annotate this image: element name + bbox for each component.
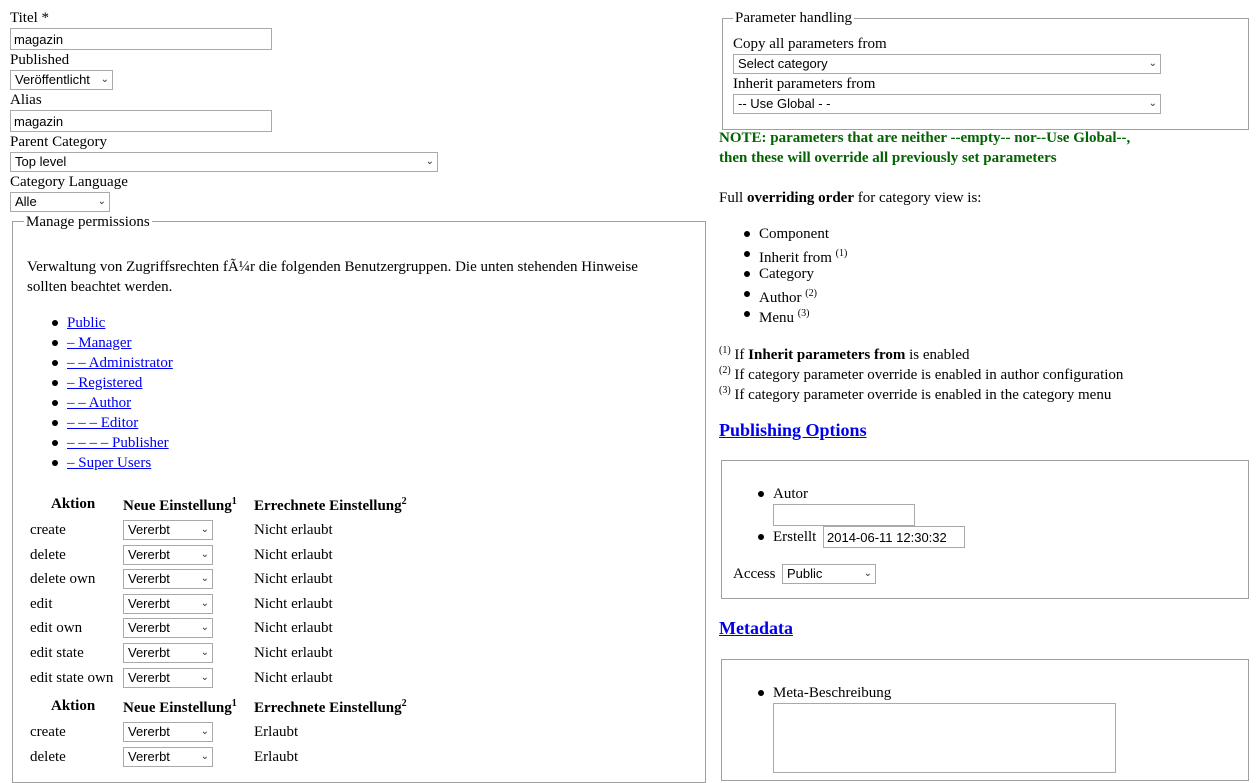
category-language-select[interactable] (10, 192, 110, 212)
inherit-params-value: -- Use Global - - (738, 96, 831, 111)
permission-setting-select[interactable] (123, 722, 213, 742)
order-item-footnote-ref: (1) (835, 248, 848, 259)
group-link-publisher[interactable]: – – – – Publisher (67, 435, 169, 451)
footnote-3: $^{(3)}$ If category parameter override is enabled in the category menu (719, 385, 1112, 403)
permission-setting-value: Vererbt (128, 571, 170, 587)
copy-params-value: Select category (738, 56, 828, 71)
group-link-editor[interactable]: – – – Editor (67, 415, 139, 431)
list-item (67, 433, 173, 453)
permission-setting-value: Vererbt (128, 748, 170, 764)
published-select[interactable] (10, 70, 113, 90)
list-item (759, 224, 847, 244)
permission-calculated-label: Nicht erlaubt (254, 669, 333, 686)
order-item-label: Category (759, 266, 814, 282)
list-item (773, 527, 816, 547)
inherit-params-select[interactable] (733, 94, 1161, 114)
chevron-down-icon: ⌄ (863, 568, 872, 579)
permission-action-label: delete (30, 748, 66, 765)
parameter-handling-legend: Parameter handling (735, 10, 853, 26)
publishing-list (773, 484, 808, 504)
list-item (67, 393, 173, 413)
chevron-down-icon: ⌄ (200, 524, 209, 535)
permission-setting-value: Vererbt (128, 724, 170, 739)
chevron-down-icon: ⌄ (97, 196, 106, 207)
col-calc-header-2: Errechnete Einstellung$^2$ (254, 698, 407, 716)
permission-setting-select[interactable] (123, 643, 213, 663)
permission-action-label: delete own (30, 571, 96, 588)
col-action-header-2: Aktion (51, 698, 96, 714)
list-item (759, 284, 847, 304)
permission-setting-select[interactable] (123, 520, 213, 540)
order-item-label: Author (759, 290, 802, 306)
permission-action-label: edit state own (30, 669, 114, 686)
permissions-intro-line1: Verwaltung von Zugriffsrechten fÃ¼r die folgenden Benutzergruppen. Die unten stehenden Hinweise (27, 259, 638, 275)
group-link-registered[interactable]: – Registered (67, 375, 143, 391)
metadata-heading[interactable]: Metadata (719, 618, 793, 638)
note-line-1: NOTE: parameters that are neither --empty-- nor--Use Global--, (719, 130, 1131, 146)
order-item-footnote-ref: (2) (805, 288, 817, 299)
alias-label: Alias (10, 92, 42, 108)
permission-action-label: edit (30, 595, 53, 612)
group-link-author[interactable]: – – Author (67, 395, 132, 411)
chevron-down-icon: ⌄ (1148, 98, 1157, 109)
permission-calculated-label: Nicht erlaubt (254, 522, 333, 538)
alias-input[interactable] (10, 110, 272, 132)
author-input[interactable] (773, 504, 915, 526)
permission-calculated-label: Nicht erlaubt (254, 645, 333, 661)
list-item (67, 353, 173, 373)
chevron-down-icon: ⌄ (1148, 58, 1157, 69)
meta-description-textarea[interactable] (773, 703, 1116, 773)
chevron-down-icon: ⌄ (200, 671, 209, 683)
permission-action-label: create (30, 522, 66, 538)
order-item-footnote-ref: (3) (797, 308, 810, 319)
list-item (67, 373, 173, 393)
copy-params-label: Copy all parameters from (733, 36, 887, 52)
col-calc-header: Errechnete Einstellung$^2$ (254, 496, 407, 514)
group-link-public[interactable]: Public (67, 315, 106, 331)
note-line-2: then these will override all previously set parameters (719, 150, 1057, 166)
list-item (773, 484, 808, 504)
permission-calculated-label: Erlaubt (254, 748, 299, 765)
access-label: Access (733, 566, 776, 582)
inherit-params-label: Inherit parameters from (733, 76, 876, 92)
created-label: Erstellt (773, 529, 817, 545)
chevron-down-icon: ⌄ (200, 750, 209, 762)
permission-setting-value: Vererbt (128, 595, 170, 611)
permission-setting-value: Vererbt (128, 645, 170, 660)
permission-groups-list (67, 313, 173, 473)
access-select[interactable] (782, 564, 876, 584)
permission-setting-select[interactable] (123, 545, 213, 565)
order-item-label: Menu (759, 310, 794, 326)
publishing-list-2 (773, 527, 816, 547)
list-item (67, 413, 173, 433)
group-link-administrator[interactable]: – – Administrator (67, 355, 173, 371)
chevron-down-icon: ⌄ (200, 647, 209, 658)
published-select-value: Veröffentlicht (15, 72, 90, 87)
permission-calculated-label: Erlaubt (254, 724, 299, 740)
chevron-down-icon: ⌄ (200, 548, 209, 560)
group-link-manager[interactable]: – Manager (67, 335, 132, 351)
permission-calculated-label: Nicht erlaubt (254, 620, 333, 637)
metadata-list (773, 683, 891, 703)
title-input[interactable] (10, 28, 272, 50)
permissions-intro-line2: sollten beachtet werden. (27, 279, 173, 295)
order-item-label: Inherit from (759, 250, 832, 266)
parent-category-label: Parent Category (10, 134, 108, 150)
permission-setting-select[interactable] (123, 618, 213, 638)
parent-category-value: Top level (15, 154, 67, 169)
meta-description-label: Meta-Beschreibung (773, 685, 892, 701)
permission-action-label: create (30, 724, 66, 740)
permission-setting-value: Vererbt (128, 669, 170, 685)
permission-action-label: edit state (30, 645, 84, 661)
permission-calculated-label: Nicht erlaubt (254, 546, 333, 563)
chevron-down-icon: ⌄ (200, 726, 209, 737)
permission-setting-select[interactable] (123, 594, 213, 614)
list-item (759, 304, 847, 324)
publishing-options-heading[interactable]: Publishing Options (719, 420, 867, 440)
overriding-order-intro: Full overriding order for category view is: (719, 190, 982, 206)
copy-params-select[interactable] (733, 54, 1161, 74)
col-action-header: Aktion (51, 496, 96, 512)
order-item-label: Component (759, 226, 829, 242)
permission-setting-select[interactable] (123, 668, 213, 688)
list-item (759, 244, 847, 264)
chevron-down-icon: ⌄ (200, 573, 209, 585)
col-new-header: Neue Einstellung$^1$ (123, 496, 237, 514)
chevron-down-icon: ⌄ (100, 74, 109, 85)
col-new-header-2: Neue Einstellung$^1$ (123, 698, 237, 716)
access-select-value: Public (787, 566, 823, 581)
permission-setting-select[interactable] (123, 747, 213, 767)
permission-action-label: delete (30, 546, 66, 563)
overriding-order-list (759, 224, 847, 324)
list-item (759, 264, 847, 284)
footnote-1: $^{(1)}$ If Inherit parameters from is enabled (719, 345, 970, 363)
chevron-down-icon: ⌄ (425, 156, 434, 167)
permission-setting-select[interactable] (123, 569, 213, 589)
category-language-value: Alle (15, 194, 37, 209)
parent-category-select[interactable] (10, 152, 438, 172)
group-link-super-users[interactable]: – Super Users (67, 455, 152, 471)
list-item (67, 333, 173, 353)
published-label: Published (10, 52, 70, 68)
permission-setting-value: Vererbt (128, 620, 170, 636)
permission-calculated-label: Nicht erlaubt (254, 595, 333, 612)
category-language-label: Category Language (10, 174, 128, 190)
footnote-2: $^{(2)}$ If category parameter override is enabled in author configuration (719, 365, 1124, 383)
chevron-down-icon: ⌄ (200, 597, 209, 609)
list-item (67, 453, 173, 473)
permission-setting-value: Vererbt (128, 522, 170, 537)
permissions-legend: Manage permissions (26, 214, 150, 230)
permission-calculated-label: Nicht erlaubt (254, 571, 333, 588)
permission-setting-value: Vererbt (128, 546, 170, 562)
chevron-down-icon: ⌄ (200, 622, 209, 634)
permission-action-label: edit own (30, 620, 83, 637)
author-label: Autor (773, 486, 808, 502)
created-date-input[interactable] (823, 526, 965, 548)
title-label: Titel * (10, 10, 50, 26)
list-item (773, 683, 891, 703)
list-item (67, 313, 173, 333)
